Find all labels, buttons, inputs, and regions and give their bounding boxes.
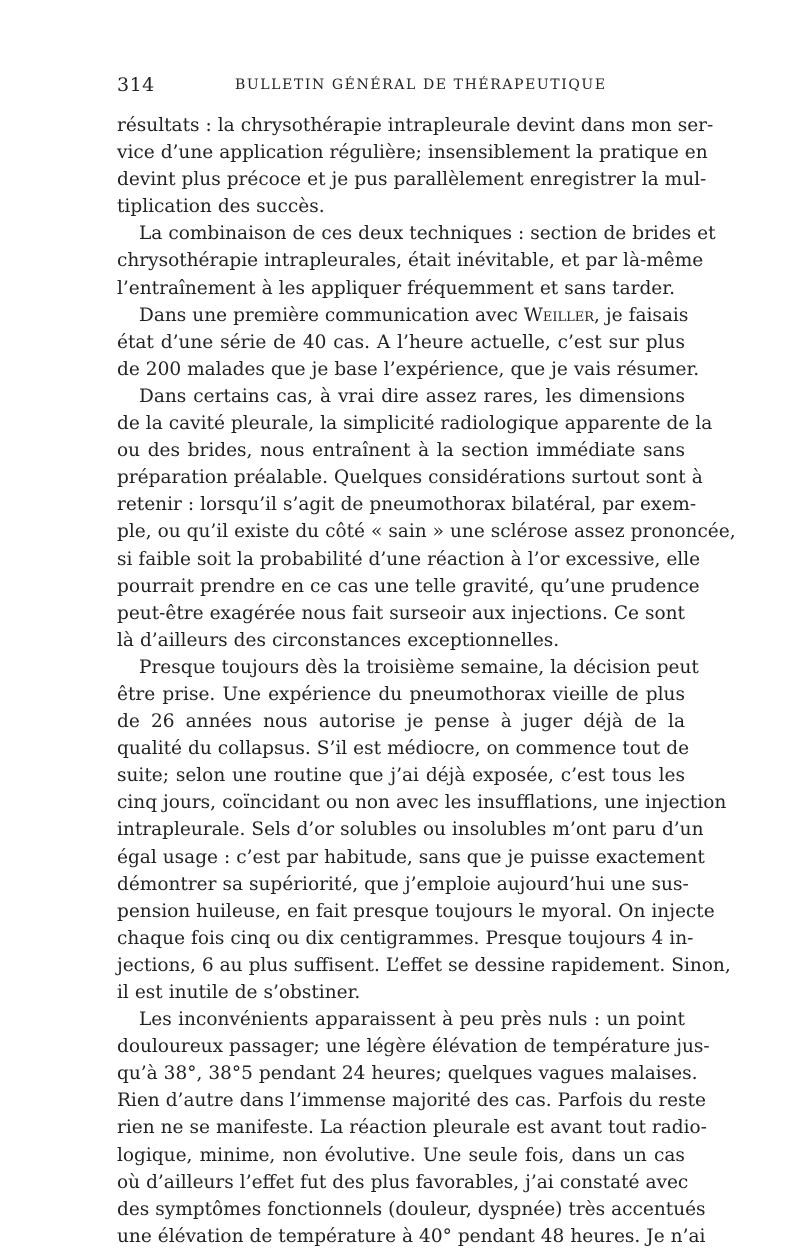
text-line: l’entraînement à les appliquer fréquemment et sans tarder. xyxy=(117,277,675,299)
paragraph xyxy=(117,220,716,301)
text-line: état d’une série de 40 cas. A l’heure actuelle, c’est sur plus xyxy=(117,331,685,353)
running-head xyxy=(117,74,685,98)
text-line: Presque toujours dès la troisième semaine, la décision peut xyxy=(139,656,699,678)
text-line: démontrer sa supériorité, que j’emploie aujourd’hui une sus- xyxy=(117,873,689,895)
paragraph xyxy=(117,654,731,1006)
text-line: il est inutile de s’obstiner. xyxy=(117,982,361,1003)
text-line: de 200 malades que je base l’expérience, que je vais résumer. xyxy=(117,358,700,380)
text-line: préparation préalable. Quelques considérations surtout sont à xyxy=(117,467,703,489)
text-line: pourrait prendre en ce cas une telle gravité, qu’une prudence xyxy=(117,575,700,597)
text-line: où d’ailleurs l’effet fut des plus favorables, j’ai constaté avec xyxy=(117,1171,689,1193)
text-line: tiplication des succès. xyxy=(117,196,325,218)
text-line: devint plus précoce et je pus parallèlement enregistrer la mul- xyxy=(117,169,707,191)
text-line: chaque fois cinq ou dix centigrammes. Presque toujours 4 in- xyxy=(117,927,694,949)
text-line: jections, 6 au plus suffisent. L’effet se dessine rapidement. Sinon, xyxy=(117,954,731,976)
text-line: peut-être exagérée nous fait surseoir aux injections. Ce sont xyxy=(117,602,685,624)
text-line: de la cavité pleurale, la simplicité radiologique apparente de la xyxy=(117,413,713,435)
text-line: de 26 années nous autorise je pense à juger déjà de la xyxy=(117,711,685,733)
text-line: Rien d’autre dans l’immense majorité des cas. Parfois du reste xyxy=(117,1090,706,1112)
text-line: suite; selon une routine que j’ai déjà exposée, c’est tous les xyxy=(117,765,685,787)
text-line: retenir : lorsqu’il s’agit de pneumothorax bilatéral, par exem- xyxy=(117,494,697,516)
text-line: La combinaison de ces deux techniques : section de brides et xyxy=(139,223,716,245)
journal-title: BULLETIN GÉNÉRAL DE THÉRAPEUTIQUE xyxy=(235,77,607,93)
text-line: être prise. Une expérience du pneumothorax vieille de plus xyxy=(117,683,685,705)
text-line: une élévation de température à 40° pendant 48 heures. Je n’ai xyxy=(117,1225,706,1247)
text-line: vice d’une application régulière; insensiblement la pratique en xyxy=(117,142,708,164)
text-line: cinq jours, coïncidant ou non avec les insufflations, une injection xyxy=(117,792,727,814)
text-line: logique, minime, non évolutive. Une seule fois, dans un cas xyxy=(117,1144,685,1166)
text-line: qu’à 38°, 38°5 pendant 24 heures; quelques vagues malaises. xyxy=(117,1063,698,1085)
text-line: si faible soit la probabilité d’une réaction à l’or excessive, elle xyxy=(117,548,701,570)
text-line: Dans certains cas, à vrai dire assez rares, les dimensions xyxy=(139,385,685,407)
paragraph xyxy=(117,112,714,220)
text-line: Dans une première communication avec Weiller, je faisais xyxy=(139,304,689,326)
text-line: rien ne se manifeste. La réaction pleurale est avant tout radio- xyxy=(117,1117,707,1139)
paragraph xyxy=(117,302,700,383)
paragraph xyxy=(117,383,736,654)
text-line: douloureux passager; une légère élévation de température jus- xyxy=(117,1036,710,1058)
text-line: chrysothérapie intrapleurales, était inévitable, et par là-même xyxy=(117,250,704,272)
text-line: Les inconvénients apparaissent à peu près nuls : un point xyxy=(139,1009,685,1031)
text-line: égal usage : c’est par habitude, sans que je puisse exactement xyxy=(117,846,705,868)
text-line: résultats : la chrysothérapie intrapleurale devint dans mon ser- xyxy=(117,115,714,136)
text-line: là d’ailleurs des circonstances exceptionnelles. xyxy=(117,629,560,651)
text-line: ou des brides, nous entraînent à la section immédiate sans xyxy=(117,440,685,462)
text-line: qualité du collapsus. S’il est médiocre, on commence tout de xyxy=(117,738,690,760)
body-text xyxy=(117,112,736,1250)
text-line: des symptômes fonctionnels (douleur, dyspnée) très accentués xyxy=(117,1198,706,1220)
text-line: pension huileuse, en fait presque toujours le myoral. On injecte xyxy=(117,900,715,922)
paragraph xyxy=(117,1006,710,1250)
page-number: 314 xyxy=(117,74,155,96)
text-line: intrapleurale. Sels d’or solubles ou insolubles m’ont paru d’un xyxy=(117,819,704,841)
text-line: ple, ou qu’il existe du côté « sain » une sclérose assez prononcée, xyxy=(117,521,736,543)
